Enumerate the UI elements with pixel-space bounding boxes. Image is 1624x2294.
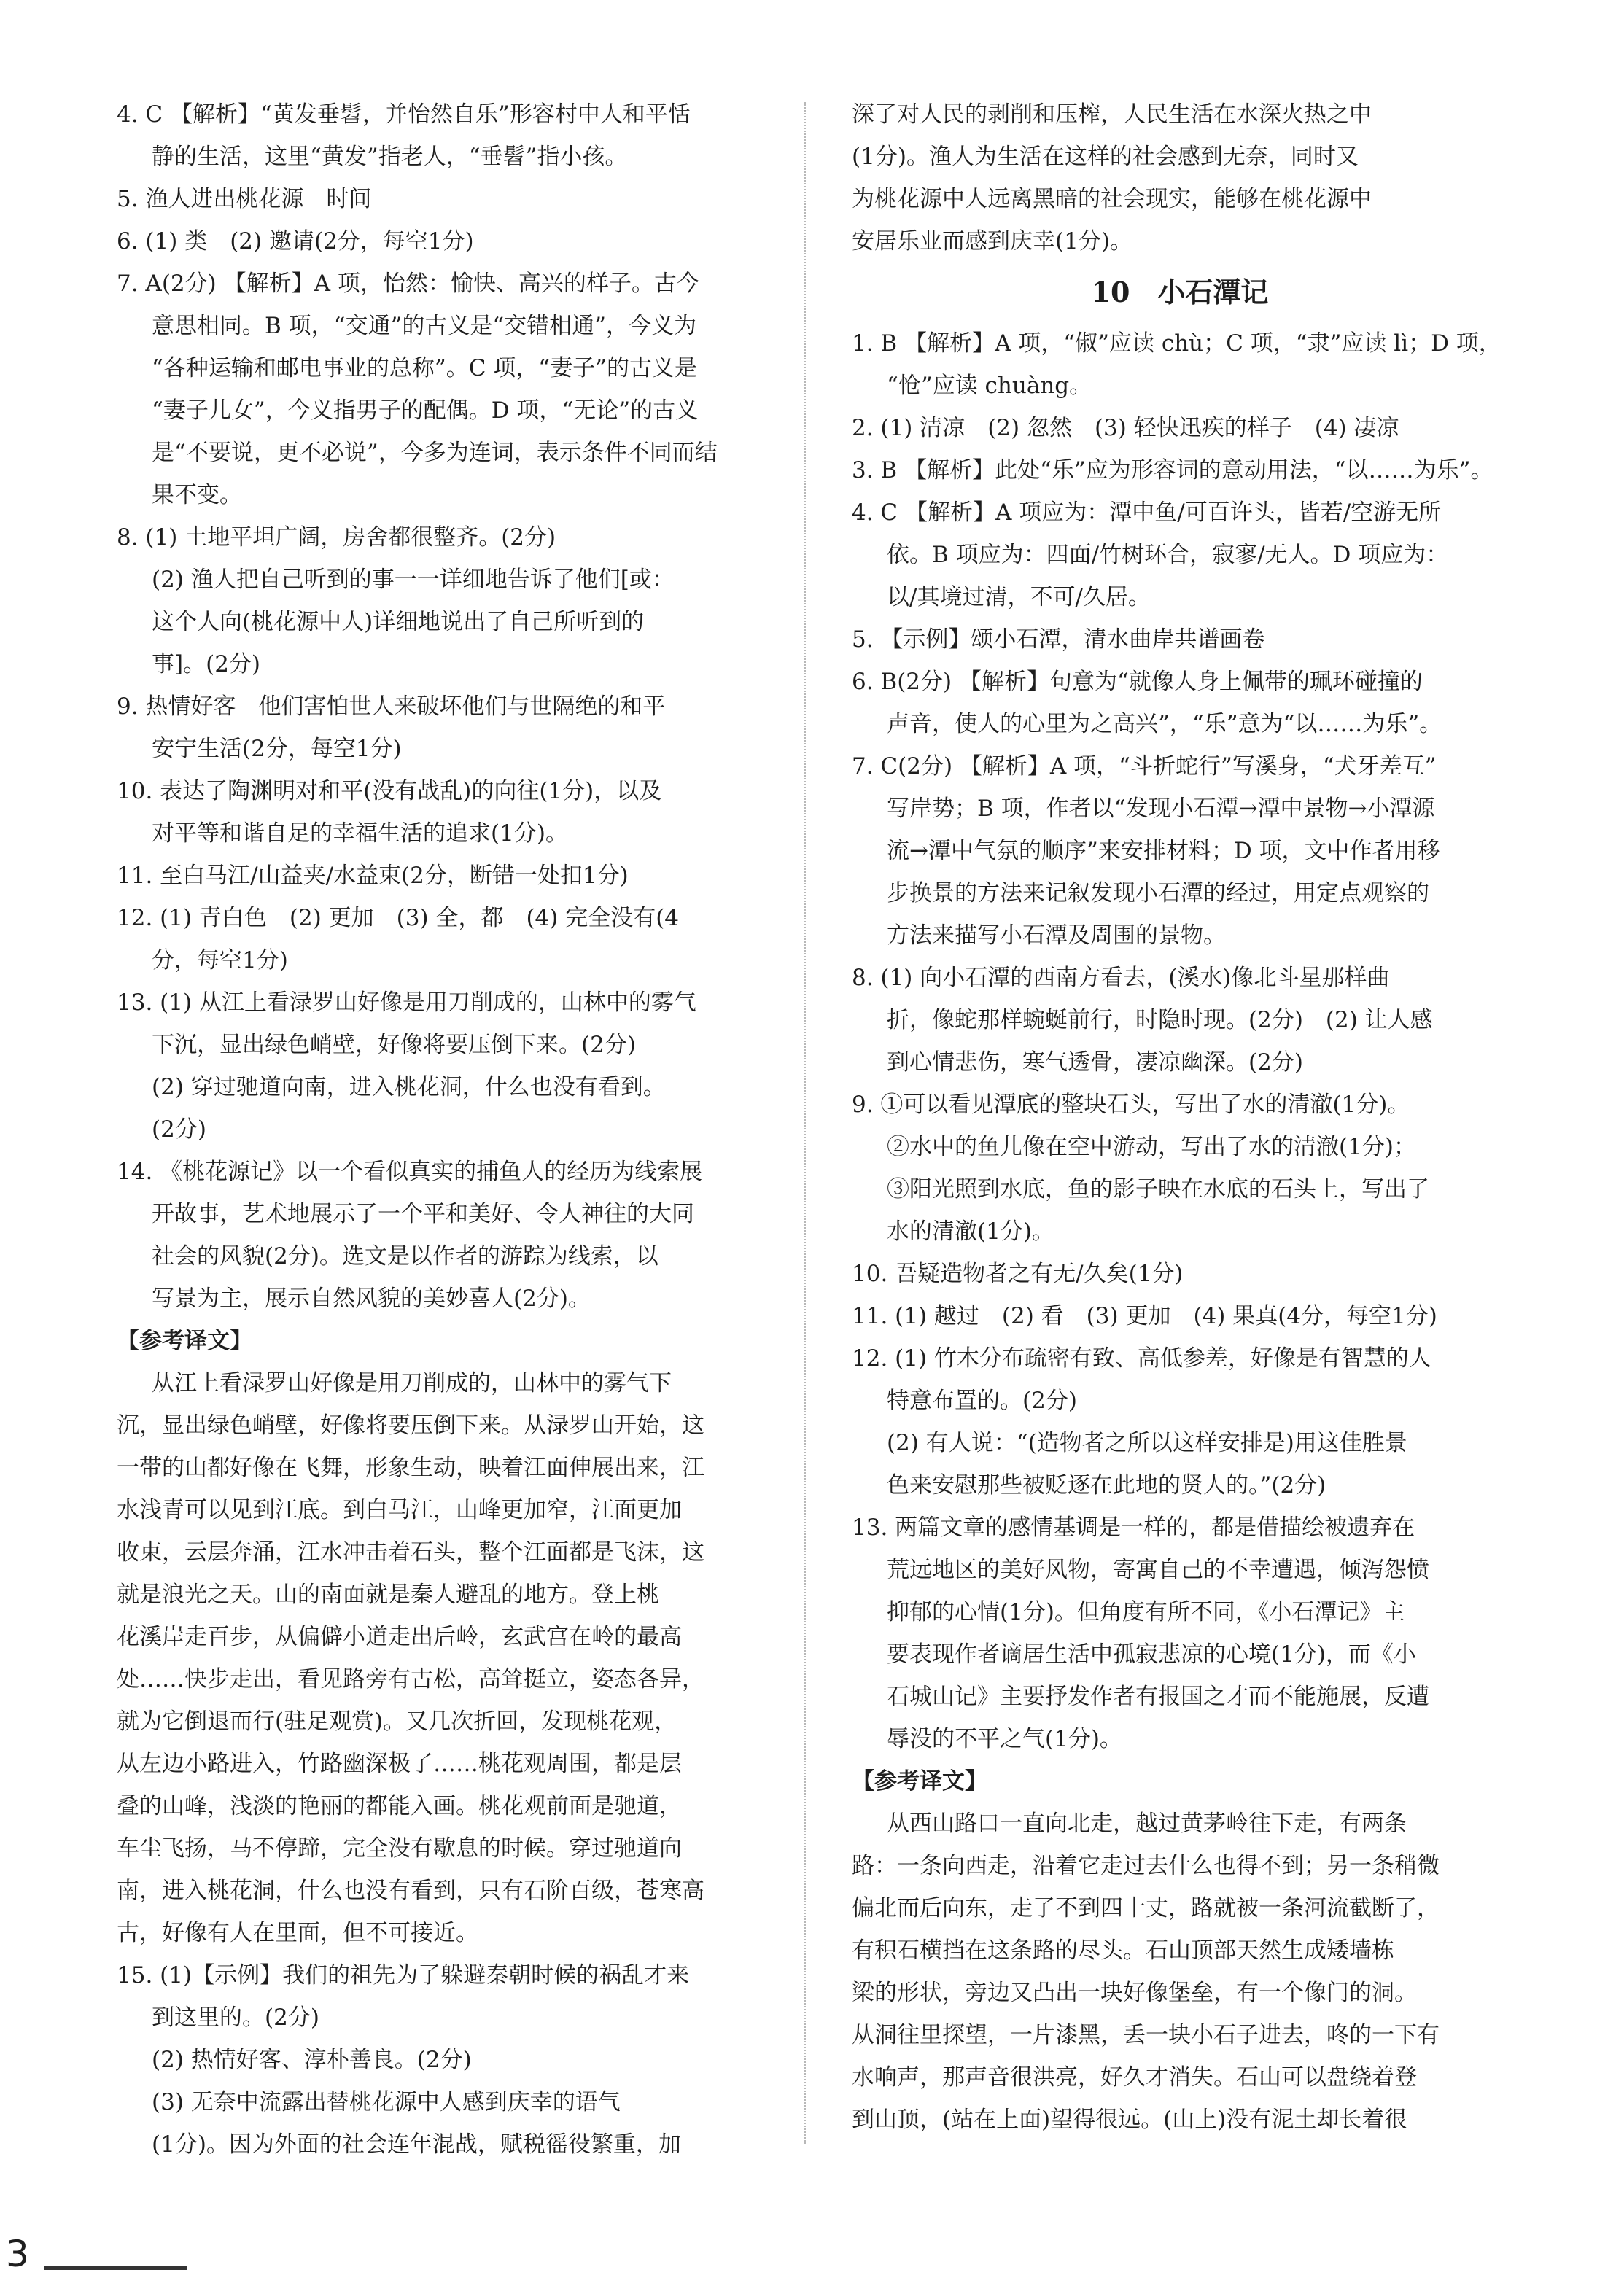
text-line: 要表现作者谪居生活中孤寂悲凉的心境(1分)，而《小	[887, 1641, 1416, 1668]
text-line: 13. (1) 从江上看渌罗山好像是用刀削成的，山林中的雾气	[117, 989, 696, 1016]
text-line: (1分)。因为外面的社会连年混战，赋税徭役繁重，加	[152, 2131, 681, 2158]
text-line: 5. 【示例】颂小石潭，清水曲岸共谱画卷	[852, 626, 1265, 653]
text-line: 石城山记》主要抒发作者有报国之才而不能施展，反遭	[887, 1684, 1429, 1710]
text-line: 下沉，显出绿色峭壁，好像将要压倒下来。(2分)	[152, 1032, 636, 1058]
text-line: 11. (1) 越过 (2) 看 (3) 更加 (4) 果真(4分，每空1分)	[852, 1303, 1437, 1329]
text-line: 10. 表达了陶渊明对和平(没有战乱)的向往(1分)，以及	[117, 778, 662, 804]
page-number-rule	[44, 2266, 187, 2270]
text-line: 9. ①可以看见潭底的整块石头，写出了水的清澈(1分)。	[852, 1092, 1410, 1118]
text-line: 从左边小路进入，竹路幽深极了……桃花观周围，都是层	[117, 1751, 682, 1777]
text-line: 梁的形状，旁边又凸出一块好像堡垒，有一个像门的洞。	[852, 1980, 1417, 2006]
text-line: 10. 吾疑造物者之有无/久矣(1分)	[852, 1261, 1184, 1287]
text-line: 4. C 【解析】A 项应为：潭中鱼/可百许头，皆若/空游无所	[852, 499, 1442, 526]
text-line: 6. B(2分) 【解析】句意为“就像人身上佩带的珮环碰撞的	[852, 669, 1423, 695]
text-line: 安居乐业而感到庆幸(1分)。	[852, 228, 1132, 254]
text-line: 果不变。	[152, 482, 242, 508]
column-divider	[804, 102, 806, 2144]
text-line: 从洞往里探望，一片漆黑，丢一块小石子进去，咚的一下有	[852, 2022, 1440, 2048]
text-line: 步换景的方法来记叙发现小石潭的经过，用定点观察的	[887, 880, 1429, 906]
text-line: 荒远地区的美好风物，寄寓自己的不幸遭遇，倾泻怨愤	[887, 1557, 1429, 1583]
text-line: ③阳光照到水底，鱼的影子映在水底的石头上，写出了	[887, 1176, 1429, 1202]
text-line: 水的清澈(1分)。	[887, 1218, 1054, 1245]
text-line: 流→潭中气氛的顺序”来安排材料；D 项，文中作者用移	[887, 838, 1440, 864]
text-line: 意思相同。B 项，“交通”的古义是“交错相通”，今义为	[152, 313, 697, 339]
text-line: 事]。(2分)	[152, 651, 261, 677]
text-line: “怆”应读 chuàng。	[887, 373, 1092, 399]
text-line: 写岸势；B 项，作者以“发现小石潭→潭中景物→小潭源	[887, 796, 1435, 822]
text-line: 12. (1) 青白色 (2) 更加 (3) 全，都 (4) 完全没有(4	[117, 905, 680, 931]
section-title: 10 小石潭记	[1091, 276, 1269, 308]
right-column-top	[852, 93, 1508, 263]
text-line: 特意布置的。(2分)	[887, 1388, 1077, 1414]
text-line: 就为它倒退而行(驻足观赏)。又几次折回，发现桃花观，	[117, 1708, 677, 1735]
text-line: 12. (1) 竹木分布疏密有致、高低参差，好像是有智慧的人	[852, 1345, 1431, 1372]
text-line: 处……快步走出，看见路旁有古松，高耸挺立，姿态各异，	[117, 1666, 704, 1692]
text-line: 写景为主，展示自然风貌的美妙喜人(2分)。	[152, 1286, 591, 1312]
text-line: 8. (1) 土地平坦广阔，房舍都很整齐。(2分)	[117, 524, 556, 551]
text-line: 这个人向(桃花源中人)详细地说出了自己所听到的	[152, 609, 645, 635]
text-line: 【参考译文】	[117, 1328, 252, 1354]
text-line: “各种运输和邮电事业的总称”。C 项，“妻子”的古义是	[152, 355, 697, 381]
text-line: 色来安慰那些被贬逐在此地的贤人的。”(2分)	[887, 1472, 1326, 1498]
text-line: 社会的风貌(2分)。选文是以作者的游踪为线索，以	[152, 1243, 658, 1270]
text-line: (3) 无奈中流露出替桃花源中人感到庆幸的语气	[152, 2089, 621, 2115]
text-line: 4. C 【解析】“黄发垂髫，并怡然自乐”形容村中人和平恬	[117, 101, 691, 128]
text-line: 2. (1) 清凉 (2) 忽然 (3) 轻快迅疾的样子 (4) 凄凉	[852, 415, 1399, 441]
text-line: 路：一条向西走，沿着它走过去什么也得不到；另一条稍微	[852, 1853, 1440, 1879]
text-line: 声音，使人的心里为之高兴”，“乐”意为“以……为乐”。	[887, 711, 1442, 737]
text-line: 深了对人民的剥削和压榨，人民生活在水深火热之中	[852, 101, 1372, 128]
text-line: 11. 至白马江/山益夹/水益束(2分，断错一处扣1分)	[117, 863, 629, 889]
text-line: 一带的山都好像在飞舞，形象生动，映着江面伸展出来，江	[117, 1455, 704, 1481]
text-line: 车尘飞扬，马不停蹄，完全没有歇息的时候。穿过驰道向	[117, 1835, 682, 1862]
text-line: 到心情悲伤，寒气透骨，凄凉幽深。(2分)	[887, 1049, 1303, 1076]
right-column-bottom	[852, 322, 1508, 2141]
text-line: 以/其境过清，不可/久居。	[887, 584, 1151, 610]
text-line: 折，像蛇那样蜿蜒前行，时隐时现。(2分) (2) 让人感	[887, 1007, 1433, 1033]
text-line: (1分)。渔人为生活在这样的社会感到无奈，同时又	[852, 144, 1359, 170]
text-line: 到山顶，(站在上面)望得很远。(山上)没有泥土却长着很	[852, 2107, 1407, 2133]
page-number: 3	[6, 2233, 29, 2275]
text-line: 花溪岸走百步，从偏僻小道走出后岭，玄武宫在岭的最高	[117, 1624, 682, 1650]
text-line: ②水中的鱼儿像在空中游动，写出了水的清澈(1分)；	[887, 1134, 1416, 1160]
right-column	[852, 93, 1508, 2141]
text-line: 从江上看渌罗山好像是用刀削成的，山林中的雾气下	[152, 1370, 672, 1396]
text-line: 收束，云层奔涌，江水冲击着石头，整个江面都是飞沫，这	[117, 1539, 704, 1566]
text-line: 为桃花源中人远离黑暗的社会现实，能够在桃花源中	[852, 186, 1372, 212]
text-line: 6. (1) 类 (2) 邀请(2分，每空1分)	[117, 228, 474, 254]
text-line: 就是浪光之天。山的南面就是秦人避乱的地方。登上桃	[117, 1582, 659, 1608]
text-line: 13. 两篇文章的感情基调是一样的，都是借描绘被遗弃在	[852, 1515, 1415, 1541]
text-line: “妻子儿女”，今义指男子的配偶。D 项，“无论”的古义	[152, 397, 699, 424]
text-line: 8. (1) 向小石潭的西南方看去，(溪水)像北斗星那样曲	[852, 965, 1390, 991]
text-line: 辱没的不平之气(1分)。	[887, 1726, 1122, 1752]
left-column	[117, 93, 786, 2166]
text-line: 5. 渔人进出桃花源 时间	[117, 186, 372, 212]
text-line: (2) 有人说：“(造物者之所以这样安排是)用这佳胜景	[887, 1430, 1407, 1456]
text-line: 【参考译文】	[852, 1768, 987, 1795]
text-line: 3. B 【解析】此处“乐”应为形容词的意动用法，“以……为乐”。	[852, 457, 1493, 483]
text-line: 抑郁的心情(1分)。但角度有所不同，《小石潭记》主	[887, 1599, 1405, 1625]
text-line: 从西山路口一直向北走，越过黄茅岭往下走，有两条	[887, 1811, 1407, 1837]
text-line: 方法来描写小石潭及周围的景物。	[887, 922, 1226, 949]
text-line: 7. C(2分) 【解析】A 项，“斗折蛇行”写溪身，“犬牙差互”	[852, 753, 1437, 779]
text-line: (2) 穿过驰道向南，进入桃花洞，什么也没有看到。	[152, 1074, 666, 1100]
text-line: 静的生活，这里“黄发”指老人，“垂髫”指小孩。	[152, 144, 628, 170]
text-line: (2) 渔人把自己听到的事一一详细地告诉了他们[或：	[152, 567, 675, 593]
text-line: 安宁生活(2分，每空1分)	[152, 736, 402, 762]
text-line: 对平等和谐自足的幸福生活的追求(1分)。	[152, 820, 568, 847]
text-line: 南，进入桃花洞，什么也没有看到，只有石阶百级，苍寒高	[117, 1878, 704, 1904]
text-line: 有积石横挡在这条路的尽头。石山顶部天然生成矮墙栋	[852, 1937, 1394, 1964]
text-line: 水浅青可以见到江底。到白马江，山峰更加窄，江面更加	[117, 1497, 682, 1523]
text-line: 14. 《桃花源记》以一个看似真实的捕鱼人的经历为线索展	[117, 1159, 703, 1185]
text-line: 7. A(2分) 【解析】A 项，怡然：愉快、高兴的样子。古今	[117, 271, 699, 297]
text-line: 水响声，那声音很洪亮，好久才消失。石山可以盘绕着登	[852, 2064, 1417, 2091]
text-line: 沉，显出绿色峭壁，好像将要压倒下来。从渌罗山开始，这	[117, 1412, 704, 1439]
text-line: 1. B 【解析】A 项，“俶”应读 chù；C 项，“隶”应读 lì；D 项，	[852, 330, 1501, 357]
text-line: 叠的山峰，浅淡的艳丽的都能入画。桃花观前面是驰道，	[117, 1793, 682, 1819]
text-line: (2分)	[152, 1116, 206, 1143]
text-line: 古，好像有人在里面，但不可接近。	[117, 1920, 478, 1946]
text-line: 9. 热情好客 他们害怕世人来破坏他们与世隔绝的和平	[117, 693, 666, 720]
text-line: (2) 热情好客、淳朴善良。(2分)	[152, 2047, 472, 2073]
text-line: 偏北而后向东，走了不到四十丈，路就被一条河流截断了，	[852, 1895, 1440, 1921]
text-line: 是“不要说，更不必说”，今多为连词，表示条件不同而结	[152, 440, 718, 466]
text-line: 分，每空1分)	[152, 947, 288, 973]
text-line: 15. (1)【示例】我们的祖先为了躲避秦朝时候的祸乱才来	[117, 1962, 690, 1988]
text-line: 开故事，艺术地展示了一个平和美好、令人神往的大同	[152, 1201, 694, 1227]
text-line: 依。B 项应为：四面/竹树环合，寂寥/无人。D 项应为：	[887, 542, 1449, 568]
text-line: 到这里的。(2分)	[152, 2005, 319, 2031]
